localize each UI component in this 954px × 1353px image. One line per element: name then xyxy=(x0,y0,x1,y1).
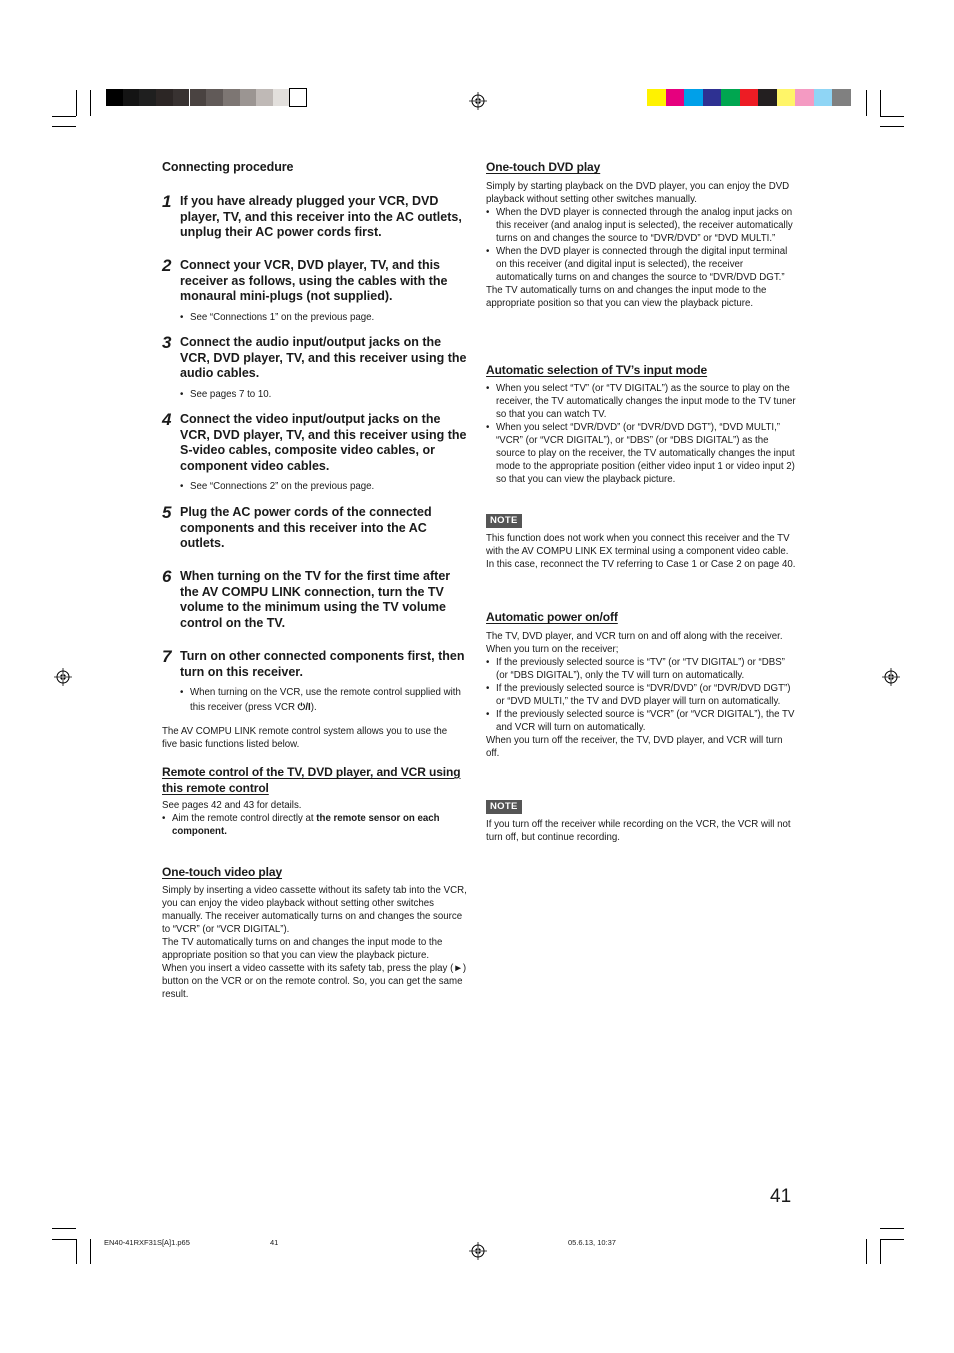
step-note: • See “Connections 1” on the previous page. xyxy=(180,310,467,325)
list-item: • If the previously selected source is “DVR/DVD” (or “DVR/DVD DGT”) or “DVD MULTI,” the TV and DVD player will turn on automatically. xyxy=(486,682,796,708)
step-text: When turning on the TV for the first time after the AV COMPU LINK connection, turn the TV volume to the minimum using the TV volume control on the TV. xyxy=(180,569,451,630)
color-swatch xyxy=(777,89,796,106)
step-note: • See “Connections 2” on the previous page. xyxy=(180,479,467,494)
step-1 xyxy=(162,194,467,241)
color-swatch xyxy=(795,89,814,106)
step-number: 4 xyxy=(162,410,172,429)
color-swatch xyxy=(256,89,273,106)
section-heading-auto-select: Automatic selection of TV’s input mode xyxy=(486,363,708,377)
step-note: • See pages 7 to 10. xyxy=(180,387,467,402)
video-play-text: Simply by inserting a video cassette without its safety tab into the VCR, you can enjoy the video playback without setting other switches manually. The receiver automatically turns on and changes the source to “VCR” (or “VCR DIGITAL”). The TV automatically turns on and changes the input mode to the appropriate position so that you can view the playback picture. When you insert a video cassette with its safety tab, press the play (►) button on the VCR or on the remote control. So, you can get the same result. xyxy=(162,885,467,1000)
step-text: Connect the video input/output jacks on the VCR, DVD player, TV, and this receiver using the S-video cables, composite video cables, or component video cables. xyxy=(180,412,467,473)
step-3 xyxy=(162,335,467,402)
list-item: • When the DVD player is connected through the digital input terminal on this receiver (and digital input is selected), the receiver automatically turns on and changes the source to “DVR/DVD DGT.” xyxy=(486,245,796,284)
step-4 xyxy=(162,412,467,494)
step-text: Connect the audio input/output jacks on the VCR, DVD player, TV, and this receiver using the audio cables. xyxy=(180,335,467,381)
footer-filename: EN40-41RXF31S[A]1.p65 xyxy=(104,1238,190,1247)
intro-paragraph: The AV COMPU LINK remote control system allows you to use the five basic functions listed below. xyxy=(162,726,448,750)
registration-mark-icon xyxy=(882,668,900,686)
section-heading-connecting-procedure: Connecting procedure xyxy=(162,160,294,174)
auto-power-text: The TV, DVD player, and VCR turn on and off along with the receiver. When you turn on the receiver; • If the previously selected source is “TV” (or “TV DIGITAL”) or “DBS” (or “DBS DIGITAL”), only the TV will turn on automatically. • If the previously selected source is “DVR/DVD” (or “DVR/DVD DGT”) or “DVD MULTI,” the TV and DVD player will turn on automatically. • If the previously selected source is “VCR” (or “VCR DIGITAL”), the TV and VCR will turn on automatically. When you turn off the receiver, the TV, DVD player, and VCR will turn off. xyxy=(486,630,796,760)
note-badge: NOTE xyxy=(486,800,522,814)
step-2 xyxy=(162,258,467,325)
footer-page: 41 xyxy=(270,1238,279,1247)
color-swatch xyxy=(703,89,722,106)
step-number: 1 xyxy=(162,192,172,211)
section-heading-auto-power: Automatic power on/off xyxy=(486,610,618,624)
step-number: 3 xyxy=(162,333,172,352)
color-swatch xyxy=(740,89,759,106)
remote-control-text: See pages 42 and 43 for details. • Aim the remote control directly at the remote sensor on each component. xyxy=(162,799,467,838)
color-swatch xyxy=(240,89,257,106)
color-swatch xyxy=(290,89,307,106)
section-heading-remote-control: Remote control of the TV, DVD player, and VCR using this remote control xyxy=(162,765,461,795)
step-number: 6 xyxy=(162,567,172,586)
color-swatch xyxy=(106,89,123,106)
auto-select-text xyxy=(486,382,796,486)
step-number: 2 xyxy=(162,256,172,275)
step-text: If you have already plugged your VCR, DVD player, TV, and this receiver into the AC outlets, unplug their AC power cords first. xyxy=(180,194,462,240)
power-symbol-icon: ⏻/I xyxy=(297,702,311,714)
list-item: • When you select “DVR/DVD” (or “DVR/DVD DGT”), “DVD MULTI,” “VCR” (or “VCR DIGITAL”), or “DBS” (or “DBS DIGITAL”) as the source to play on the receiver, the TV automatically changes the input mode to the appropriate position (either video input 1 or video input 2) so that you can view the playback picture. xyxy=(486,421,796,486)
step-5 xyxy=(162,505,467,552)
step-text: Turn on other connected components first, then turn on this receiver. xyxy=(180,649,465,679)
color-swatch xyxy=(758,89,777,106)
color-swatch xyxy=(721,89,740,106)
list-item: • When you select “TV” (or “TV DIGITAL”) as the source to play on the receiver, the TV automatically changes the input mode to the TV tuner so that you can watch TV. xyxy=(486,382,796,421)
step-7 xyxy=(162,649,467,715)
step-text: Connect your VCR, DVD player, TV, and this receiver as follows, using the cables with the monaural mini-plugs (not supplied). xyxy=(180,258,448,304)
note-text: This function does not work when you connect this receiver and the TV with the AV COMPU LINK EX terminal using a component video cable. In this case, reconnect the TV referring to Case 1 or Case 2 on page 40. xyxy=(486,533,796,570)
play-icon: ► xyxy=(453,963,463,974)
note-badge: NOTE xyxy=(486,514,522,528)
color-swatch xyxy=(273,89,290,106)
color-swatch xyxy=(190,89,207,106)
color-swatch xyxy=(832,89,851,106)
list-item: • When the DVD player is connected through the analog input jacks on this receiver (and analog input is selected), the receiver automatically turns on and changes the source to “DVR/DVD” or “DVD MULTI.” xyxy=(486,206,796,245)
color-swatch xyxy=(814,89,833,106)
step-number: 5 xyxy=(162,503,172,522)
section-heading-video-play: One-touch video play xyxy=(162,865,283,879)
color-swatch xyxy=(206,89,223,106)
page-number: 41 xyxy=(770,1186,792,1207)
footer-date: 05.6.13, 10:37 xyxy=(568,1238,616,1247)
registration-mark-icon xyxy=(54,668,72,686)
list-item: • If the previously selected source is “VCR” (or “VCR DIGITAL”), the TV and VCR will turn on automatically. xyxy=(486,708,796,734)
dvd-play-text: Simply by starting playback on the DVD player, you can enjoy the DVD playback without setting other switches manually. • When the DVD player is connected through the analog input jacks on this receiver (and analog input is selected), the receiver automatically turns on and changes the source to “DVR/DVD” or “DVD MULTI.” • When the DVD player is connected through the digital input terminal on this receiver (and digital input is selected), the receiver automatically turns on and changes the source to “DVR/DVD DGT.” The TV automatically turns on and changes the input mode to the appropriate position so that you can view the playback picture. xyxy=(486,180,796,310)
color-swatch xyxy=(139,89,156,106)
note-text: If you turn off the receiver while recording on the VCR, the VCR will not turn off, but continue recording. xyxy=(486,819,791,843)
step-number: 7 xyxy=(162,647,172,666)
step-note: • When turning on the VCR, use the remote control supplied with this receiver (press VCR ⏻/I). xyxy=(180,685,467,715)
color-swatch xyxy=(156,89,173,106)
color-swatch xyxy=(223,89,240,106)
color-swatch xyxy=(123,89,140,106)
color-swatch xyxy=(666,89,685,106)
step-text: Plug the AC power cords of the connected components and this receiver into the AC outlets. xyxy=(180,505,432,551)
step-6 xyxy=(162,569,467,631)
registration-mark-icon xyxy=(469,1242,487,1260)
color-swatch xyxy=(647,89,666,106)
section-heading-dvd-play: One-touch DVD play xyxy=(486,160,601,174)
list-item: • If the previously selected source is “TV” (or “TV DIGITAL”) or “DBS” (or “DBS DIGITAL”), only the TV will turn on automatically. xyxy=(486,656,796,682)
registration-mark-icon xyxy=(469,92,487,110)
color-swatch xyxy=(173,89,190,106)
color-swatch xyxy=(684,89,703,106)
